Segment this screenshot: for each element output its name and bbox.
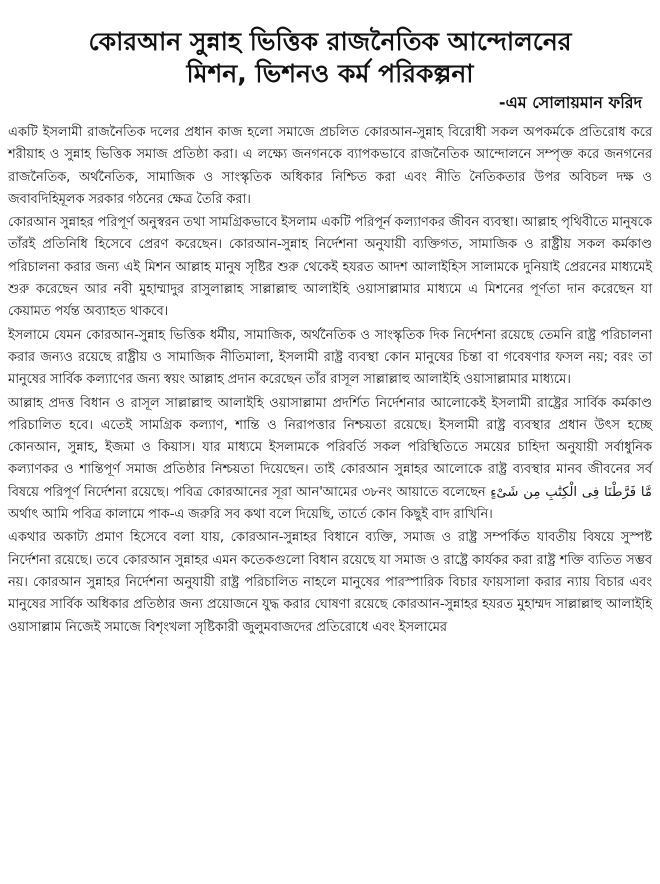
article-author: -এম সোলায়মান ফরিদ — [498, 93, 642, 112]
paragraph-1: একটি ইসলামী রাজনৈতিক দলের প্রধান কাজ হলো সমাজে প্রচলিত কোরআন-সুন্নাহ বিরোধী সকল অপকর্মকে প্রতিরোধ করে শরীয়াহ ও সুন্নাহ ভিত্তিক সমাজ প্রতিষ্ঠা করা। এ লক্ষ্যে জনগনকে ব্যাপকভাবে রাজনৈতিক আন্দোলনে সম্পৃক্ত করে জনগনের রাজনৈতিক, অর্থনৈতিক, সামাজিক ও সাংস্কৃতিক অধিকার নিশ্চিত করা এবং নীতি নৈতিকতার উপর অবিচল দক্ষ ও জবাবদিহিমূলক সরকার গঠনের ক্ষেত্র তৈরি করা। — [8, 125, 652, 207]
quote-translation: অর্থাৎ আমি পবিত্র কালামে পাক-এ জরুরি সব কথা বলে দিয়েছি, তার্তে কোন কিছুই বাদ রাখিনি। — [8, 507, 493, 523]
article-title — [8, 26, 652, 90]
paragraph-3: ইসলামে যেমন কোরআন-সুন্নাহ ভিত্তিক ধর্মীয়, সামাজিক, অর্থনৈতিক ও সাংস্কৃতিক দিক নির্দেশনা রয়েছে তেমনি রাষ্ট্র পরিচালনা করার জন্যও রয়েছে রাষ্ট্রীয় ও সামাজিক নীতিমালা, ইসলামী রাষ্ট্র ব্যবস্থা কোন মানুষের চিন্তা বা গবেষণার ফসল নয়; বরং তা মানুষের সার্বিক কল্যাণের জন্য স্বয়ং আল্লাহ প্রদান করেছেন তাঁর রাসূল সাল্লাল্লাহু আলাইহি ওয়াসাল্লামার মাধ্যমে। — [8, 327, 652, 388]
paragraph-4 — [8, 393, 652, 527]
article-title-line-1: কোরআন সুন্নাহ ভিত্তিক রাজনৈতিক আন্দোলনের — [88, 27, 572, 56]
arabic-quote: مَّا فَرَّطْنَا فِى الْكِتَٰبِ مِن شَىْءٍ — [490, 484, 652, 500]
paragraph-4-text: আল্লাহ প্রদত্ত বিধান ও রাসূল সাল্লাল্লাহু আলাইহি ওয়াসাল্লামা প্রদর্শিত নির্দেশনার আলোকেই ইসলামী রাষ্ট্রের সার্বিক কর্মকাণ্ড পরিচালিত হবে। এতেই সামগ্রিক কল্যাণ, শান্তি ও নিরাপত্তার নিশ্চয়তা রয়েছে। ইসলামী রাষ্ট্র ব্যবস্থার প্রধান উৎস হচ্ছে কোনআন, সুন্নাহ, ইজমা ও কিয়াস। যার মাধ্যমে ইসলামকে পরিবর্তি সকল পরিস্থিতিতে সময়ের চাহিদা অনুযায়ী সর্বাধুনিক কল্যাণকর ও শান্তিপূর্ণ সমাজ প্রতিষ্ঠার নিশ্চয়তা দিয়েছেন। তাই কোরআন সুন্নাহর আলোকে রাষ্ট্র ব্যবস্থার মানব জীবনের সর্ব বিষয়ে পরিপূর্ণ নির্দেশনা রয়েছে। পবিত্র কোরআনের সূরা আন'আমের ৩৮নং আয়াতে বলেছেন — [8, 395, 652, 500]
article-title-line-2: মিশন, ভিশনও কর্ম পরিকল্পনা — [186, 59, 474, 88]
paragraph-2: কোরআন সুন্নাহর পরিপূর্ণ অনুস্বরন তথা সামগ্রিকভাবে ইসলাম একটি পরিপূর্ন কল্যাণকর জীবন ব্যবস্থা। আল্লাহ পৃথিবীতে মানুষকে তাঁরই প্রতিনিধি হিসেবে প্রেরণ করেছেন। কোরআন-সুন্নাহ নির্দেশনা অনুযায়ী ব্যক্তিগত, সামাজিক ও রাষ্ট্রীয় সকল কর্মকাণ্ড পরিচালনা করার জন্য এই মিশন আল্লাহ মানুষ সৃষ্টির শুরু থেকেই হযরত আদশ আলাইহিস সালামকে দুনিয়াই প্রেরনের মাধ্যমেই শুরু করেছেন আর নবী মুহাম্মাদুর রাসুলাল্লাহ সাল্লাল্লাহু আলাইহি ওয়াসাল্লামার মাধ্যমে এ মিশনের পূর্ণতা দান করেছেন যা কেয়ামত পর্যন্ত অব্যাহত থাকবে। — [8, 215, 652, 320]
paragraph-5: একথার অকাট্য প্রমাণ হিসেবে বলা যায়, কোরআন-সুন্নাহর বিধানে ব্যক্তি, সমাজ ও রাষ্ট্র সম্পর্কিত যাবতীয় বিষয়ে সুস্পষ্ট নির্দেশনা রয়েছে। তবে কোরআন সুন্নাহর এমন কতেকগুলো বিধান রয়েছে যা সমাজ ও রাষ্ট্রে কার্যকর করা রাষ্ট্র শক্তি ব্যতিত সম্ভব নয়। কোরআন সুন্নাহর নির্দেশনা অনুযায়ী রাষ্ট্র পরিচালিত নাহলে মানুষের পারস্পারিক বিচার ফায়সালা করার ন্যায় বিচার এবং মানুষের সার্বিক অধিকার প্রতিষ্ঠার জন্য প্রয়োজনে যুদ্ধ করার ঘোষণা রয়েছে কোরআন-সুন্নাহর হযরত মুহাম্মদ সাল্লাল্লাহু আলাইহি ওয়াসাল্লাম নিজেই সমাজে বিশৃংখলা সৃষ্টিকারী জুলুমবাজদের প্রতিরোধে এবং ইসলামের — [8, 530, 652, 635]
article-body — [8, 122, 652, 639]
